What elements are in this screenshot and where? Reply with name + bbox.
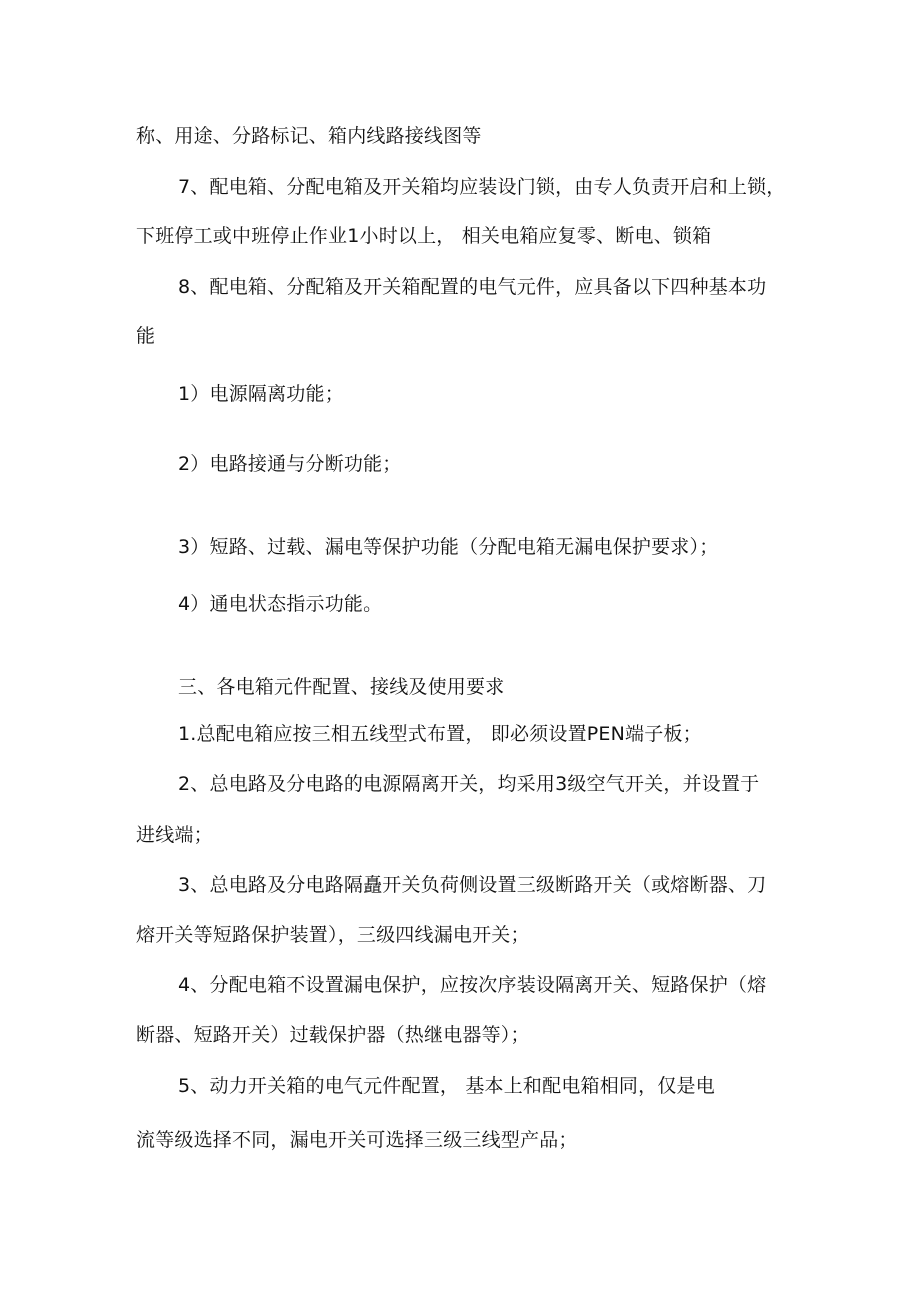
section-heading-3: 三、各电箱元件配置、接线及使用要求 bbox=[178, 676, 505, 698]
text-line-req-3-cont: 熔开关等短路保护装置），三级四线漏电开关； bbox=[136, 924, 530, 946]
text-line-continuation-labels: 称、用途、分路标记、箱内线路接线图等 bbox=[136, 125, 482, 147]
text-line-function-1: 1）电源隔离功能； bbox=[178, 383, 344, 405]
text-line-req-4-cont: 断器、短路开关）过载保护器（热继电器等）； bbox=[136, 1024, 530, 1046]
text-line-function-4: 4）通电状态指示功能。 bbox=[178, 593, 383, 615]
text-line-req-4: 4、分配电箱不设置漏电保护，应按次序装设隔离开关、短路保护（熔 bbox=[178, 974, 767, 996]
text-line-req-2: 2、总电路及分电路的电源隔离开关，均采用3级空气开关，并设置于 bbox=[178, 773, 760, 795]
text-line-function-3: 3）短路、过载、漏电等保护功能（分配电箱无漏电保护要求）； bbox=[178, 536, 719, 558]
text-line-req-2-cont: 进线端； bbox=[136, 824, 213, 846]
text-line-req-5-cont: 流等级选择不同，漏电开关可选择三级三线型产品； bbox=[136, 1129, 578, 1151]
text-line-item-7: 7、配电箱、分配电箱及开关箱均应装设门锁，由专人负责开启和上锁， bbox=[178, 176, 786, 198]
text-line-item-7-cont: 下班停工或中班停止作业1小时以上， 相关电箱应复零、断电、锁箱 bbox=[136, 225, 712, 247]
text-line-req-5: 5、动力开关箱的电气元件配置， 基本上和配电箱相同，仅是电 bbox=[178, 1075, 715, 1097]
text-line-function-2: 2）电路接通与分断功能； bbox=[178, 453, 402, 475]
text-line-item-8: 8、配电箱、分配箱及开关箱配置的电气元件，应具备以下四种基本功 bbox=[178, 276, 767, 298]
text-line-req-3: 3、总电路及分电路隔矗开关负荷侧设置三级断路开关（或熔断器、刀 bbox=[178, 874, 767, 896]
text-line-req-1: 1.总配电箱应按三相五线型式布置， 即必须设置PEN端子板； bbox=[178, 723, 702, 745]
text-line-item-8-cont: 能 bbox=[136, 325, 156, 347]
